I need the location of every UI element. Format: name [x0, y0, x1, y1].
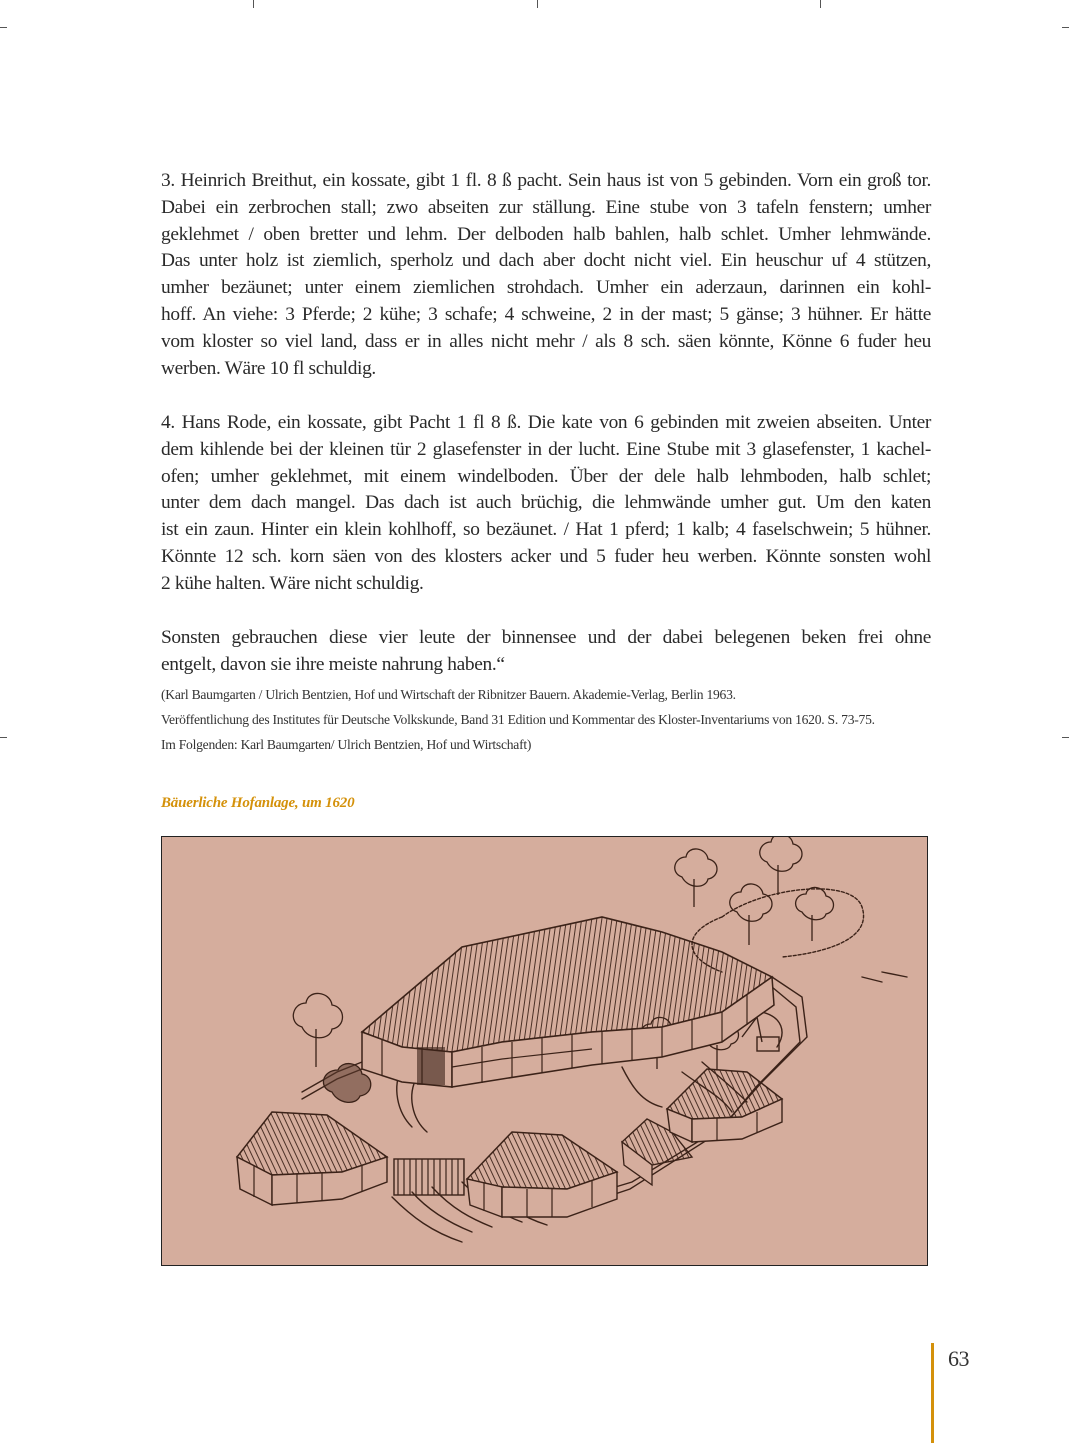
page-number: 63: [948, 1346, 969, 1371]
crop-mark: [0, 737, 7, 738]
paragraph: [161, 625, 931, 679]
text-line: 3. Heinrich Breithut, ein kossate, gibt 1 fl. 8 ß pacht. Sein haus ist von 5 gebinden. Vorn ein groß tor.: [161, 170, 931, 191]
source-citation: [161, 682, 951, 757]
text-line: Das unter holz ist ziemlich, sperholz und dach aber docht nicht viel. Ein heuschur uf 4 stützen,: [161, 250, 931, 272]
figure-caption: Bäuerliche Hofanlage, um 1620: [161, 795, 355, 811]
crop-mark: [820, 0, 821, 8]
text-line: 4. Hans Rode, ein kossate, gibt Pacht 1 fl 8 ß. Die kate von 6 gebinden mit zweien abseiten. Unter: [161, 412, 931, 433]
closing-paragraph: [161, 625, 931, 679]
text-line: unter dem dach mangel. Das dach ist auch brüchig, die lehmwände umher gut. Um den katen: [161, 492, 931, 514]
page-number-rule: [931, 1343, 934, 1443]
text-line: werben. Wäre 10 fl schuldig.: [161, 357, 376, 379]
paragraph: [161, 168, 931, 382]
text-line: entgelt, davon sie ihre meiste nahrung haben.“: [161, 653, 505, 675]
text-line: 2 kühe halten. Wäre nicht schuldig.: [161, 572, 424, 594]
crop-mark: [1062, 27, 1069, 28]
crop-mark: [537, 0, 538, 8]
text-line: geklehmet / oben bretter und lehm. Der delboden halb bahlen, halb schlet. Umher lehmwände.: [161, 223, 931, 245]
main-farmhouse: [362, 917, 774, 1087]
crop-mark: [0, 27, 7, 28]
text-line: Dabei ein zerbrochen stall; zwo abseiten zur ställung. Eine stube von 3 tafeln fenstern; umher: [161, 196, 931, 218]
text-line: Sonsten gebrauchen diese vier leute der binnensee und der dabei belegenen beken frei ohne: [161, 627, 931, 648]
small-house-centre: [467, 1132, 617, 1217]
paragraph: [161, 410, 931, 598]
entry-heinrich-breithut: [161, 168, 931, 382]
text-line: hoff. An viehe: 3 Pferde; 2 kühe; 3 schafe; 4 schweine, 2 in der mast; 5 gänse; 3 hühner. Er hätte: [161, 303, 931, 325]
text-line: ist ein zaun. Hinter ein klein kohlhoff, so bezäunet. / Hat 1 pferd; 1 kalb; 4 faselschwein; 5 hühner.: [161, 519, 931, 541]
text-line: ofen; umher geklehmet, mit einem windelboden. Über der dele halb lehmboden, halb schlet;: [161, 465, 931, 487]
small-house-left: [237, 1112, 387, 1205]
gate: [394, 1159, 464, 1195]
text-line: vom kloster so viel land, dass er in alles nicht mehr / als 8 sch. säen könnte, Könne 6 fuder heu: [161, 330, 931, 352]
text-line: Könnte 12 sch. korn säen von des klosters acker und 5 fuder heu werben. Könnte sonsten wohl: [161, 545, 931, 567]
citation-line: (Karl Baumgarten / Ulrich Bentzien, Hof und Wirtschaft der Ribnitzer Bauern. Akademie-Verlag, Berlin 1963.: [161, 687, 736, 702]
farmstead-drawing: [162, 837, 927, 1265]
crop-mark: [253, 0, 254, 8]
citation-line: Im Folgenden: Karl Baumgarten/ Ulrich Bentzien, Hof und Wirtschaft): [161, 737, 532, 752]
text-line: umher bezäunet; unter einem ziemlichen strohdach. Umher ein aderzaun, darinnen ein kohl-: [161, 277, 931, 299]
text-line: dem kihlende bei der kleinen tür 2 glasefenster in der lucht. Eine Stube mit 3 glasefenster, 1 kachel-: [161, 438, 931, 460]
citation-line: Veröffentlichung des Institutes für Deutsche Volkskunde, Band 31 Edition und Kommentar des Kloster-Inventariums von 1620. S. 73-75.: [161, 712, 875, 727]
farmstead-illustration: [161, 836, 928, 1266]
entry-hans-rode: [161, 410, 931, 598]
crop-mark: [1062, 737, 1069, 738]
